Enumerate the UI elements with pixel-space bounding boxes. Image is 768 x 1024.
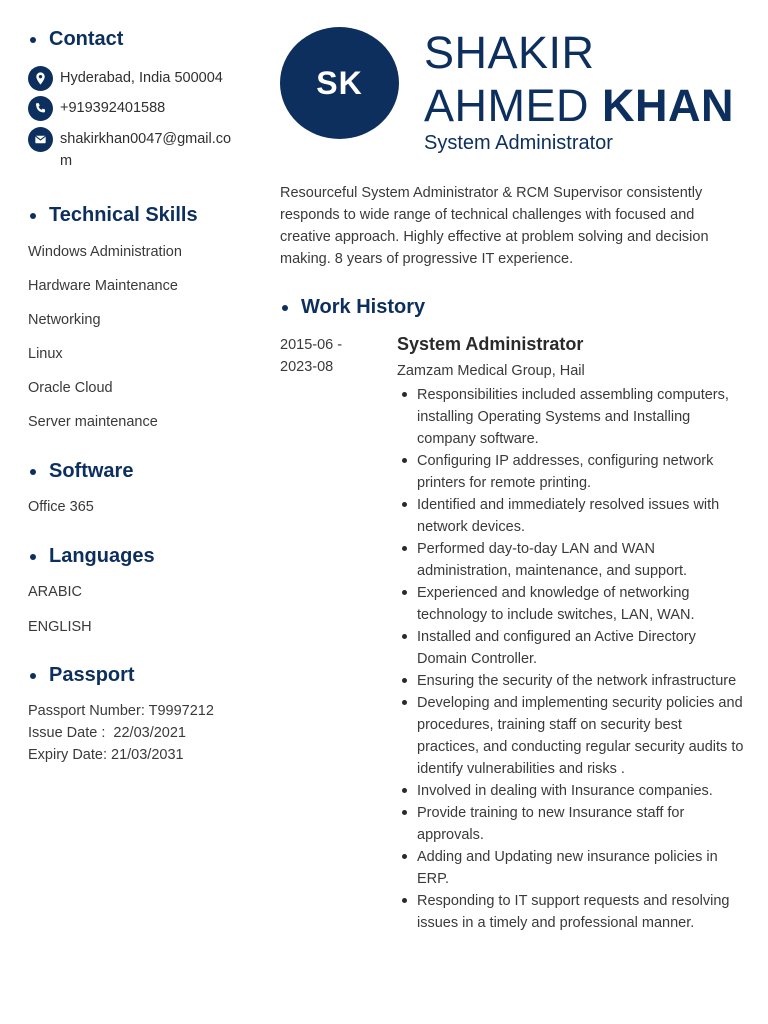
initials-avatar: SK [280, 27, 399, 139]
responsibility-item: Adding and Updating new insurance policies in ERP. [397, 846, 747, 890]
responsibility-item: Experienced and knowledge of networking technology to include switches, LAN, WAN. [397, 582, 747, 626]
job-title: System Administrator [397, 334, 584, 354]
work-history-heading-text: Work History [301, 296, 426, 318]
software-item: Office 365 [28, 499, 94, 515]
software-heading-text: Software [49, 460, 134, 482]
responsibility-item: Installed and configured an Active Directory Domain Controller. [397, 626, 747, 670]
responsibility-item: Ensuring the security of the network infrastructure [397, 670, 747, 692]
contact-email [28, 127, 240, 172]
languages-heading-text: Languages [49, 545, 155, 567]
skill-item: Server maintenance [28, 414, 158, 430]
bullet-dot [30, 213, 36, 219]
job-responsibilities [397, 384, 747, 934]
location-icon [28, 66, 53, 91]
responsibility-item: Configuring IP addresses, configuring network printers for remote printing. [397, 450, 747, 494]
contact-address [28, 66, 240, 91]
skill-item: Linux [28, 346, 63, 362]
skill-item: Networking [28, 312, 101, 328]
responsibility-item: Identified and immediately resolved issues with network devices. [397, 494, 747, 538]
software-heading [28, 460, 133, 483]
job-role: System Administrator [424, 132, 613, 154]
first-name: SHAKIR [424, 27, 595, 78]
bullet-dot [30, 673, 36, 679]
skill-item: Hardware Maintenance [28, 278, 178, 294]
skills-heading-text: Technical Skills [49, 204, 198, 226]
job-dates [280, 334, 342, 378]
languages-heading [28, 545, 155, 568]
job-date-end: 2023-08 [280, 359, 334, 375]
contact-phone [28, 96, 240, 121]
job-date-start: 2015-06 - [280, 337, 343, 353]
last-name: KHAN [602, 80, 735, 131]
contact-heading-text: Contact [49, 28, 124, 50]
bullet-dot [282, 305, 288, 311]
bullet-dot [30, 554, 36, 560]
responsibility-item: Responding to IT support requests and resolving issues in a timely and professional manner. [397, 890, 747, 934]
responsibility-item: Involved in dealing with Insurance companies. [397, 780, 747, 802]
bullet-dot [30, 469, 36, 475]
responsibility-item: Performed day-to-day LAN and WAN administration, maintenance, and support. [397, 538, 747, 582]
passport-issue-date: Issue Date : 22/03/2021 [28, 725, 186, 741]
language-item: ARABIC [28, 584, 82, 600]
responsibility-item: Responsibilities included assembling computers, installing Operating Systems and Installing company software. [397, 384, 747, 450]
responsibility-item: Provide training to new Insurance staff for approvals. [397, 802, 747, 846]
surname-line [424, 80, 734, 132]
address-text: Hyderabad, India 500004 [60, 70, 223, 86]
responsibility-item: Developing and implementing security policies and procedures, training staff on security best practices, and conducting regular security audits to identify vulnerabilities and risks . [397, 692, 747, 780]
email-icon [28, 127, 53, 152]
phone-icon [28, 96, 53, 121]
skills-heading [28, 204, 198, 227]
passport-heading [28, 664, 135, 687]
passport-heading-text: Passport [49, 664, 135, 686]
phone-text[interactable]: +919392401588 [60, 100, 166, 116]
profile-summary: Resourceful System Administrator & RCM Supervisor consistently responds to wide range of technical challenges with focused and creative approach. Highly effective at problem solving and decision making. 8 years of progressive IT experience. [280, 185, 709, 267]
contact-heading [28, 28, 123, 51]
work-history-heading [280, 296, 425, 319]
email-text[interactable]: shakirkhan0047@gmail.com [60, 131, 232, 169]
skill-item: Windows Administration [28, 244, 182, 260]
job-company: Zamzam Medical Group, Hail [397, 363, 585, 379]
skill-item: Oracle Cloud [28, 380, 113, 396]
bullet-dot [30, 37, 36, 43]
passport-number: Passport Number: T9997212 [28, 703, 214, 719]
passport-expiry-date: Expiry Date: 21/03/2031 [28, 747, 184, 763]
middle-name: AHMED [424, 80, 590, 131]
language-item: ENGLISH [28, 619, 92, 635]
